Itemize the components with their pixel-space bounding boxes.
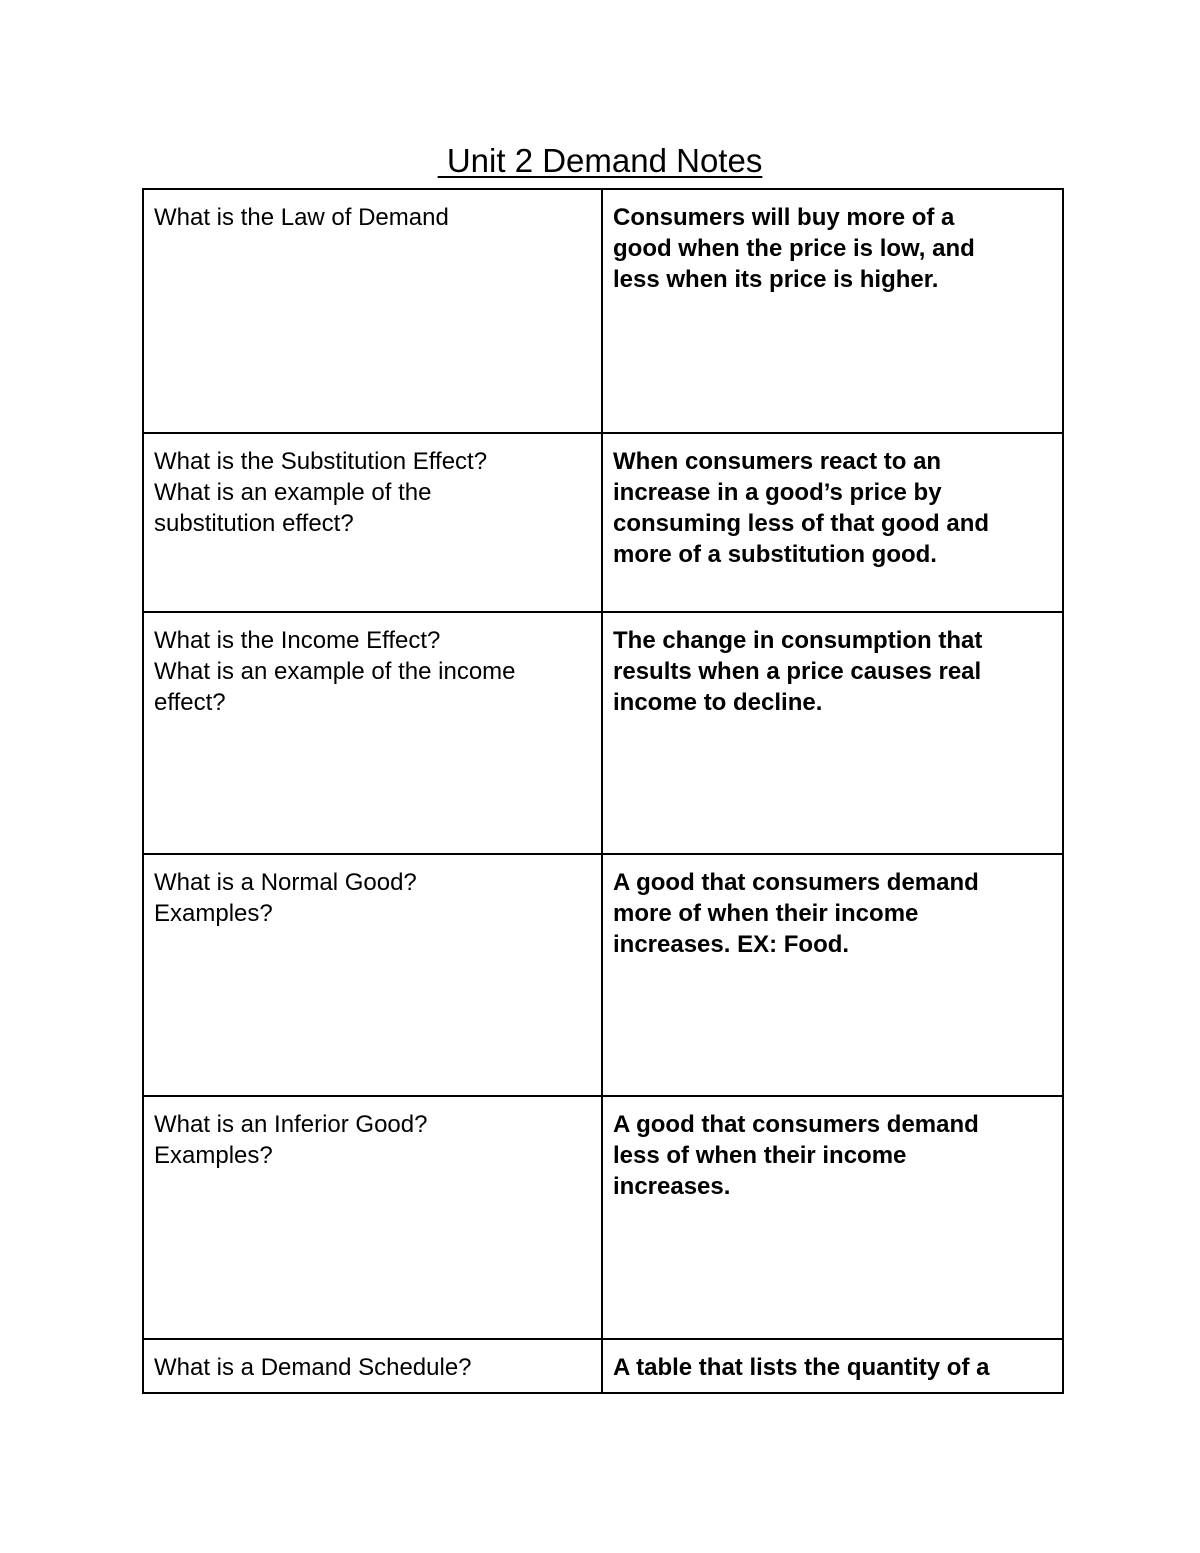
page-title: Unit 2 Demand Notes: [437, 142, 763, 179]
question-text: Examples?: [154, 1142, 273, 1169]
question-text: substitution effect?: [154, 510, 354, 537]
question-text: Examples?: [154, 900, 273, 927]
answer-text: A good that consumers demand: [613, 869, 979, 896]
question-text: What is a Demand Schedule?: [154, 1354, 472, 1381]
answer-text: less of when their income: [613, 1142, 907, 1169]
answer-text: good when the price is low, and: [613, 235, 975, 262]
table-row: [143, 854, 1063, 1096]
answer-text: When consumers react to an: [613, 448, 942, 475]
table-row: [143, 1339, 1063, 1393]
answer-text: income to decline.: [613, 689, 823, 716]
answer-text: A good that consumers demand: [613, 1111, 979, 1138]
answer-text: more of a substitution good.: [613, 541, 937, 568]
answer-text: increases.: [613, 1173, 731, 1200]
answer-cell: [602, 433, 1063, 612]
question-cell: [143, 1339, 602, 1393]
table-row: [143, 189, 1063, 433]
notes-table: [142, 188, 1064, 1394]
answer-text: The change in consumption that: [613, 627, 983, 654]
question-text: What is the Substitution Effect?: [154, 448, 488, 475]
answer-text: increases. EX: Food.: [613, 931, 850, 958]
question-cell: [143, 189, 602, 433]
answer-text: more of when their income: [613, 900, 919, 927]
answer-text: results when a price causes real: [613, 658, 982, 685]
answer-cell: [602, 854, 1063, 1096]
question-text: What is the Income Effect?: [154, 627, 441, 654]
question-text: What is an Inferior Good?: [154, 1111, 428, 1138]
question-cell: [143, 612, 602, 854]
question-cell: [143, 433, 602, 612]
question-text: What is the Law of Demand: [154, 204, 449, 231]
answer-cell: [602, 189, 1063, 433]
answer-text: increase in a good’s price by: [613, 479, 942, 506]
table-row: [143, 612, 1063, 854]
answer-text: less when its price is higher.: [613, 266, 939, 293]
question-text: What is a Normal Good?: [154, 869, 417, 896]
table-row: [143, 1096, 1063, 1339]
answer-cell: [602, 1339, 1063, 1393]
answer-text: consuming less of that good and: [613, 510, 990, 537]
answer-cell: [602, 612, 1063, 854]
answer-text: Consumers will buy more of a: [613, 204, 955, 231]
question-cell: [143, 854, 602, 1096]
question-text: What is an example of the income: [154, 658, 516, 685]
question-text: effect?: [154, 689, 226, 716]
answer-text: A table that lists the quantity of a: [613, 1354, 990, 1381]
answer-cell: [602, 1096, 1063, 1339]
question-cell: [143, 1096, 602, 1339]
table-row: [143, 433, 1063, 612]
question-text: What is an example of the: [154, 479, 432, 506]
